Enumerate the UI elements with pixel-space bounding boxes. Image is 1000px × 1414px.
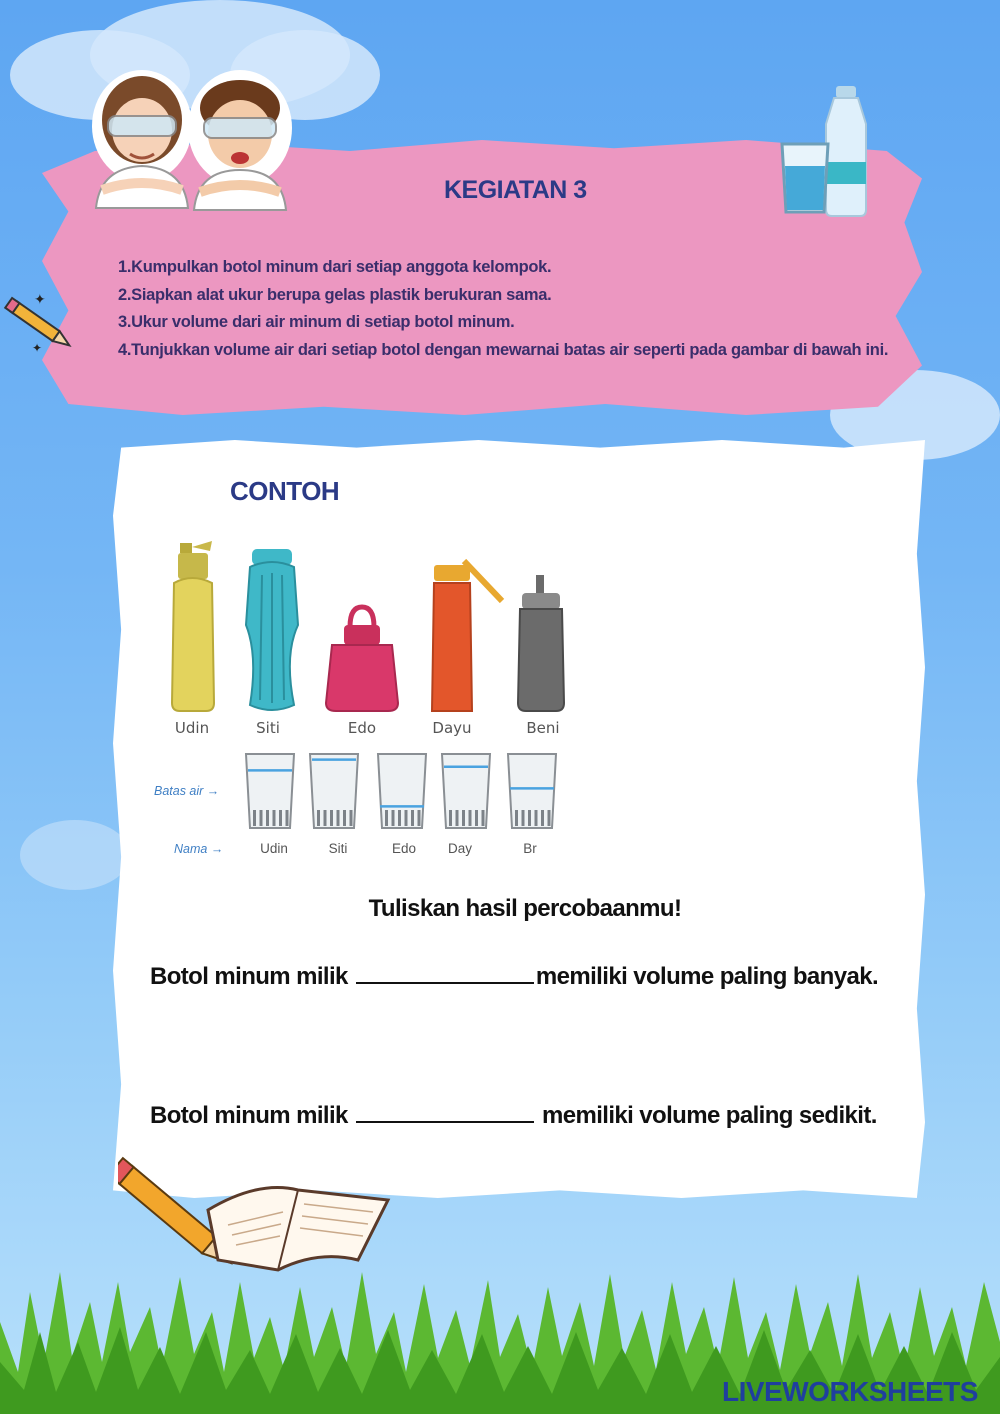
step-item: 1.Kumpulkan botol minum dari setiap anggota kelompok. [118, 258, 552, 276]
question-text: memiliki volume paling sedikit. [541, 1102, 877, 1129]
answer-blank-most[interactable] [356, 966, 534, 984]
bottle-siti [246, 549, 298, 710]
scientist-kids-illustration [80, 58, 305, 223]
cloud [20, 820, 130, 890]
question-most-volume [150, 963, 878, 991]
glass-name: Br [523, 841, 537, 856]
bottles-illustration [160, 535, 580, 725]
glass-5 [508, 754, 556, 828]
bottle-label: Beni [526, 719, 560, 737]
bottle-label: Edo [347, 719, 377, 737]
name-row-label: Nama → [174, 842, 224, 856]
bottle-beni [518, 575, 564, 711]
activity-steps [118, 254, 898, 364]
water-level-row-label: Batas air → [154, 784, 220, 798]
step-item: 3.Ukur volume dari air minum di setiap botol minum. [118, 313, 515, 331]
example-title: CONTOH [230, 476, 340, 506]
pencil-icon [2, 290, 82, 360]
bottle-udin [172, 541, 214, 711]
bottle-label: Dayu [432, 719, 472, 737]
question-least-volume [150, 1102, 877, 1130]
bottle-dayu [432, 561, 502, 711]
glasses-illustration [240, 750, 570, 832]
glass-name: Siti [328, 841, 348, 856]
glass-name: Edo [391, 841, 417, 856]
svg-text:✦: ✦ [34, 291, 46, 307]
instruction-text: Tuliskan hasil percobaanmu! [368, 895, 682, 922]
glass-3 [378, 754, 426, 828]
bottle-label: Siti [256, 719, 280, 737]
question-text: memiliki volume paling banyak. [535, 963, 879, 990]
question-text: Botol minum milik [150, 1102, 348, 1129]
step-item: 4.Tunjukkan volume air dari setiap botol dengan mewarnai batas air seperti pada gambar di bawah ini. [118, 340, 889, 359]
glass-1 [246, 754, 294, 828]
glass-4 [442, 754, 490, 828]
glass-name: Day [447, 841, 472, 856]
activity-title: KEGIATAN 3 [444, 176, 587, 204]
bottle-label: Udin [174, 719, 210, 737]
glass-name: Udin [260, 841, 288, 856]
step-item: 2.Siapkan alat ukur berupa gelas plastik berukuran sama. [118, 285, 552, 304]
question-text: Botol minum milik [150, 963, 348, 990]
glass-2 [310, 754, 358, 828]
liveworksheets-logo: LIVEWORKSHEETS [722, 1376, 978, 1407]
water-bottle-glass-illustration [776, 84, 886, 219]
bottle-edo [326, 607, 398, 711]
answer-blank-least[interactable] [356, 1105, 534, 1123]
svg-text:✦: ✦ [32, 341, 43, 355]
